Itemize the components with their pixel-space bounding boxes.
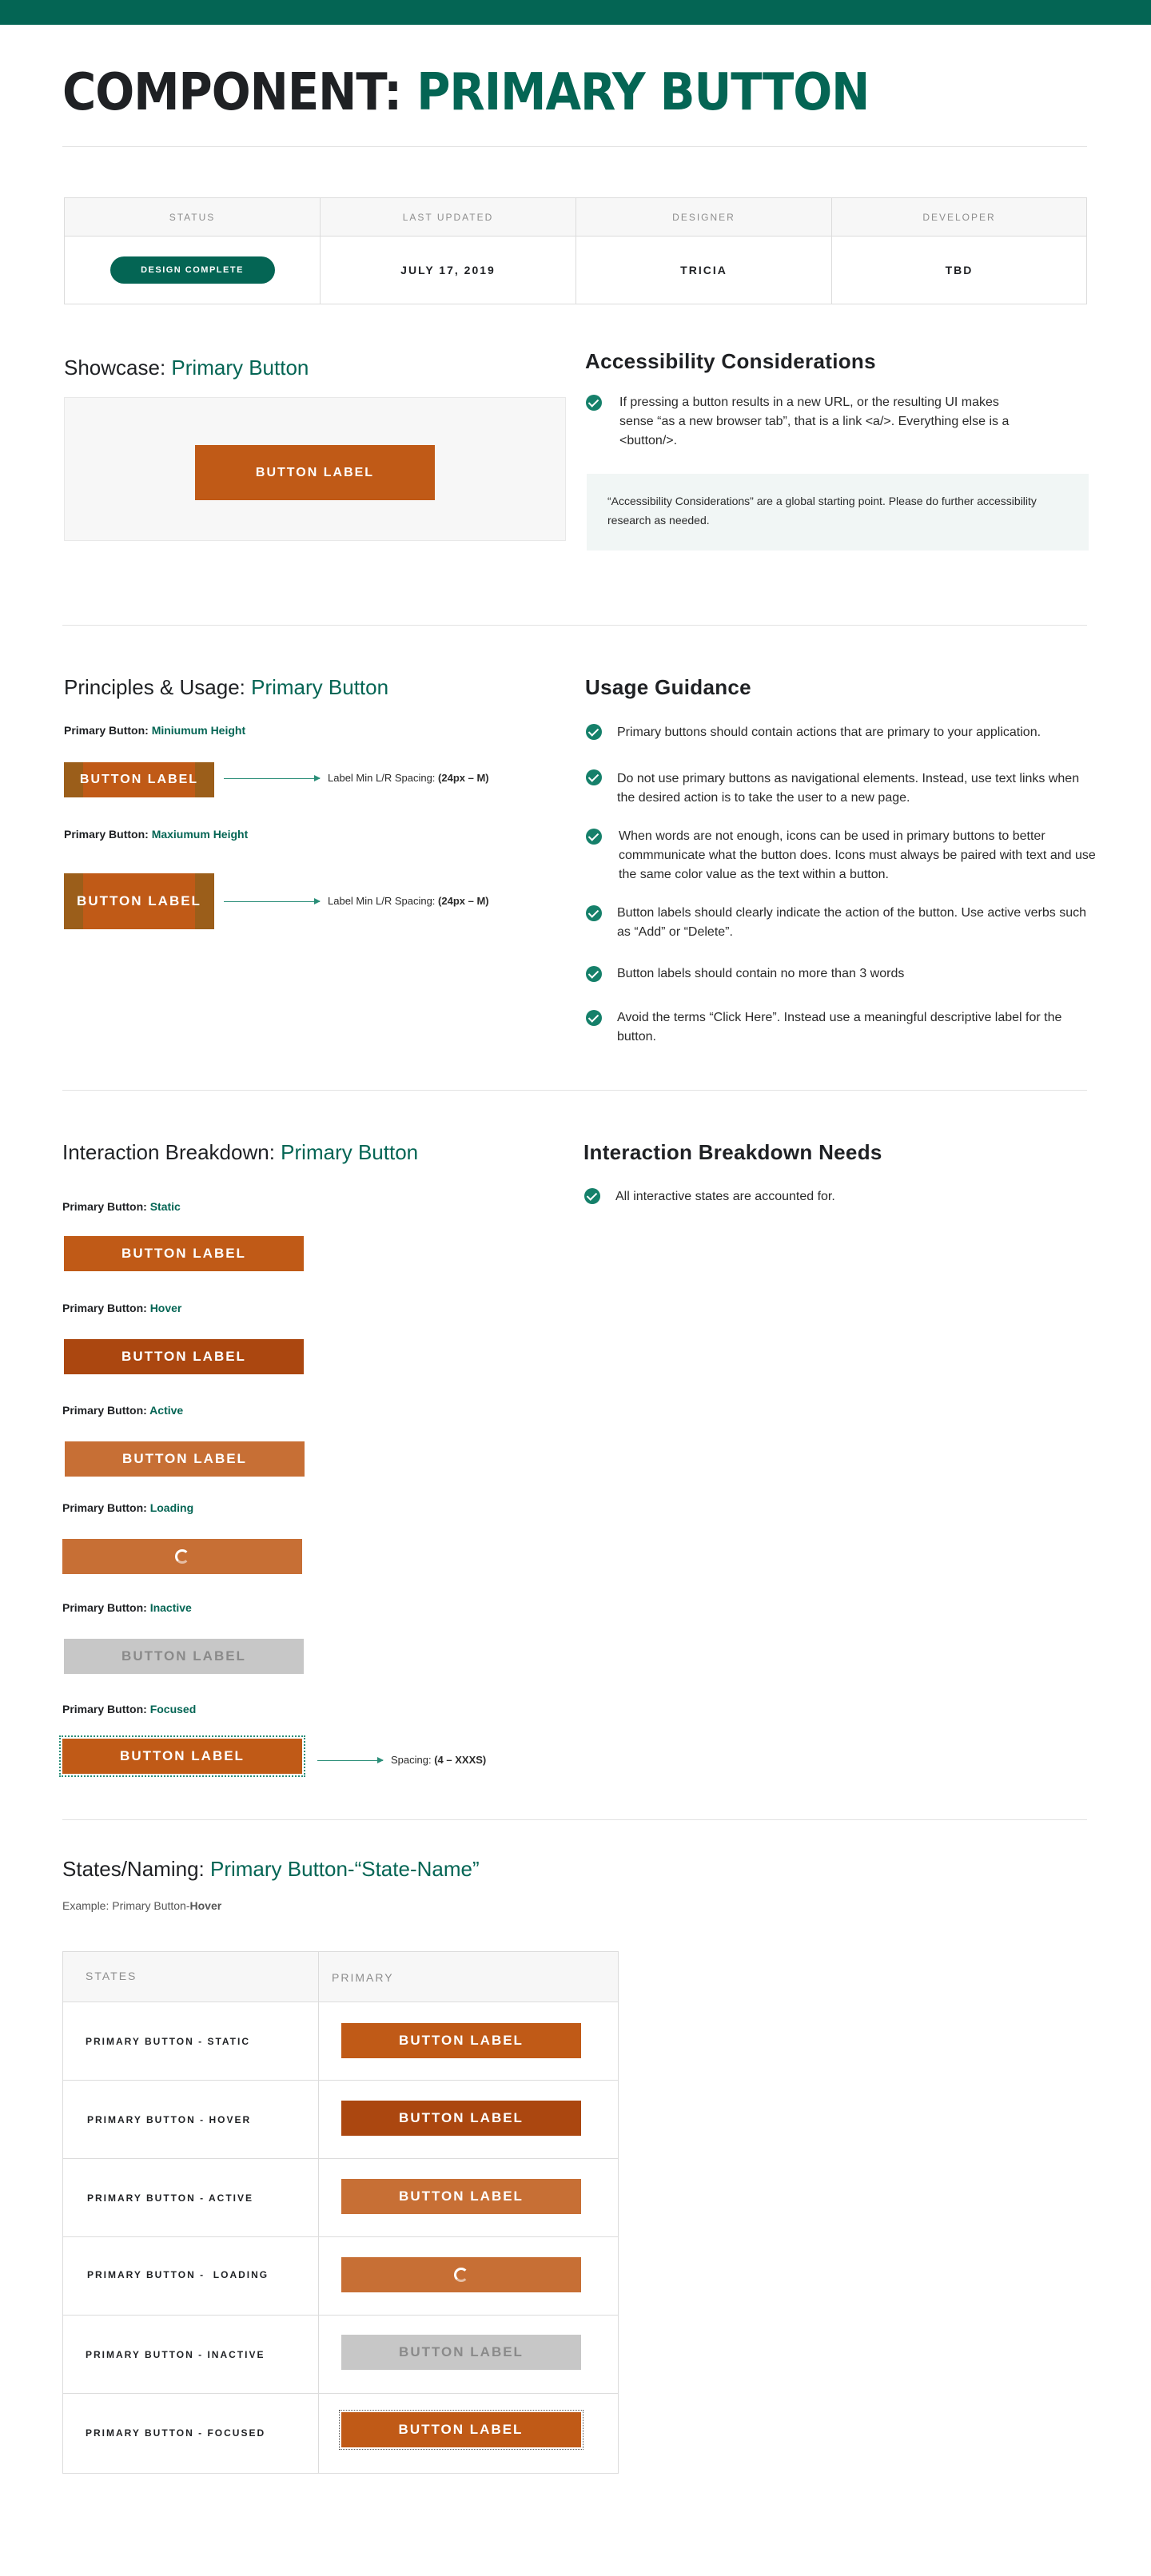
- status-badge: DESIGN COMPLETE: [110, 256, 275, 284]
- table-row: [63, 2394, 618, 2473]
- principles-heading-accent: Primary Button: [251, 675, 389, 699]
- usage-item-6: Avoid the terms “Click Here”. Instead use a meaningful descriptive label for the button.: [617, 1011, 1062, 1044]
- spacing-arrow: [224, 901, 320, 902]
- usage-item-3: When words are not enough, icons can be used in primary buttons to better commmunicate what the button does. Icons must always be paired with text and use the same color value as the text within a button.: [619, 829, 1096, 881]
- table-row: [63, 2002, 618, 2081]
- max-spacing-value: (24px – M): [438, 895, 489, 907]
- state-label-prefix: Primary Button:: [62, 1404, 147, 1417]
- page-title: [62, 62, 869, 123]
- meta-header-last-updated: LAST UPDATED: [321, 198, 576, 237]
- showcase-heading: [64, 356, 309, 380]
- showcase-canvas: [64, 397, 566, 541]
- accessibility-heading: Accessibility Considerations: [585, 349, 876, 373]
- state-label-prefix: Primary Button:: [62, 1302, 147, 1314]
- max-height-label-prefix: Primary Button:: [64, 828, 149, 841]
- min-spacing-annotation: [328, 772, 489, 784]
- max-height-label-accent: Maxiumum Height: [151, 828, 249, 841]
- state-label-name: Focused: [149, 1703, 197, 1715]
- check-icon: [586, 724, 602, 740]
- state-label-prefix: Primary Button:: [62, 1601, 147, 1614]
- max-spacing-annotation: [328, 895, 489, 907]
- spacing-arrow: [224, 778, 320, 779]
- meta-status-cell: [65, 237, 321, 304]
- min-height-button-label: BUTTON LABEL: [79, 773, 199, 786]
- interaction-needs-heading: Interaction Breakdown Needs: [583, 1140, 882, 1164]
- focused-state-button[interactable]: BUTTON LABEL: [62, 1739, 302, 1774]
- state-name-active: PRIMARY BUTTON - ACTIVE: [87, 2192, 254, 2204]
- principles-heading: [64, 675, 388, 700]
- check-icon: [586, 395, 602, 411]
- table-hover-button[interactable]: BUTTON LABEL: [341, 2101, 581, 2136]
- table-row: [63, 2316, 618, 2394]
- state-name-focused: PRIMARY BUTTON - FOCUSED: [86, 2427, 266, 2439]
- naming-example-prefix: Example: Primary Button-: [62, 1899, 190, 1912]
- naming-example-bold: Hover: [189, 1899, 222, 1912]
- usage-guidance-heading: Usage Guidance: [585, 675, 751, 699]
- meta-header-status: STATUS: [65, 198, 321, 237]
- usage-item-4: Button labels should clearly indicate the action of the button. Use active verbs such as “Add” or “Delete”.: [617, 906, 1087, 939]
- table-header-row: [63, 1952, 618, 2002]
- table-focused-button[interactable]: BUTTON LABEL: [341, 2412, 581, 2447]
- table-row: [63, 2237, 618, 2316]
- min-spacing-value: (24px – M): [438, 772, 489, 784]
- meta-header-developer: DEVELOPER: [832, 198, 1086, 237]
- active-state-button[interactable]: BUTTON LABEL: [65, 1441, 305, 1477]
- check-icon: [586, 829, 602, 845]
- loading-spinner-icon: [454, 2268, 468, 2282]
- static-state-button[interactable]: BUTTON LABEL: [64, 1236, 304, 1271]
- check-icon: [586, 1010, 602, 1026]
- naming-heading-prefix: States/Naming:: [62, 1857, 205, 1881]
- meta-developer-value: TBD: [945, 264, 974, 276]
- naming-example: [62, 1899, 221, 1912]
- focus-spacing-value: (4 – XXXS): [434, 1754, 487, 1766]
- component-meta-table: [64, 197, 1087, 304]
- accessibility-note: “Accessibility Considerations” are a global starting point. Please do further accessibility research as needed.: [607, 495, 1037, 527]
- state-label-loading: [62, 1501, 193, 1514]
- max-height-label: [64, 828, 248, 841]
- naming-heading-accent: Primary Button-“State-Name”: [209, 1857, 480, 1881]
- col-header-primary: PRIMARY: [332, 1971, 394, 1984]
- usage-item-1: Primary buttons should contain actions that are primary to your application.: [617, 725, 1041, 739]
- table-active-button[interactable]: BUTTON LABEL: [341, 2179, 581, 2214]
- interaction-heading-accent: Primary Button: [281, 1140, 419, 1164]
- state-label-name: Loading: [149, 1501, 194, 1514]
- table-column-divider: [318, 1952, 319, 2473]
- state-label-name: Active: [149, 1404, 184, 1417]
- focus-ring: [339, 2410, 583, 2450]
- min-height-label-accent: Miniumum Height: [151, 724, 246, 737]
- interaction-heading: [62, 1140, 418, 1165]
- state-label-inactive: [62, 1601, 192, 1614]
- state-label-focused: [62, 1703, 196, 1715]
- focus-spacing-text: Spacing:: [391, 1754, 432, 1766]
- state-label-prefix: Primary Button:: [62, 1501, 147, 1514]
- state-label-hover: [62, 1302, 181, 1314]
- state-label-prefix: Primary Button:: [62, 1200, 147, 1213]
- max-height-button-label: BUTTON LABEL: [77, 893, 201, 908]
- state-name-hover: PRIMARY BUTTON - HOVER: [87, 2114, 252, 2125]
- hover-state-button[interactable]: BUTTON LABEL: [64, 1339, 304, 1374]
- loading-spinner-icon: [175, 1549, 189, 1564]
- check-icon: [586, 966, 602, 982]
- state-label-static: [62, 1200, 181, 1213]
- divider: [62, 146, 1087, 147]
- state-label-active: [62, 1404, 183, 1417]
- meta-last-updated-value: JULY 17, 2019: [321, 237, 576, 304]
- interaction-heading-prefix: Interaction Breakdown:: [62, 1140, 275, 1164]
- divider: [62, 625, 1087, 626]
- inactive-state-button: BUTTON LABEL: [64, 1639, 304, 1674]
- table-row: [63, 2159, 618, 2237]
- min-height-label: [64, 724, 245, 737]
- check-icon: [586, 905, 602, 921]
- showcase-heading-accent: Primary Button: [171, 356, 309, 380]
- min-height-label-prefix: Primary Button:: [64, 724, 149, 737]
- meta-header-designer: DESIGNER: [576, 198, 832, 237]
- focus-spacing-annotation: [391, 1754, 486, 1766]
- state-name-loading: PRIMARY BUTTON - LOADING: [87, 2269, 269, 2280]
- usage-item-5: Button labels should contain no more than 3 words: [617, 967, 905, 980]
- states-naming-table: [62, 1951, 619, 2474]
- state-name-inactive: PRIMARY BUTTON - INACTIVE: [86, 2349, 265, 2360]
- state-label-name: Hover: [149, 1302, 182, 1314]
- max-spacing-text: Label Min L/R Spacing:: [328, 895, 436, 907]
- page-title-prefix: COMPONENT:: [62, 63, 402, 122]
- col-header-states: STATES: [86, 1970, 137, 1982]
- table-loading-button[interactable]: [341, 2257, 581, 2292]
- accessibility-item: [619, 393, 1035, 451]
- table-inactive-button: BUTTON LABEL: [341, 2335, 581, 2370]
- divider: [62, 1090, 1087, 1091]
- divider: [62, 1819, 1087, 1820]
- principles-heading-prefix: Principles & Usage:: [64, 675, 245, 699]
- spacing-arrow: [317, 1760, 383, 1761]
- loading-state-button[interactable]: [62, 1539, 302, 1574]
- state-name-static: PRIMARY BUTTON - STATIC: [86, 2036, 250, 2047]
- accessibility-item-text: If pressing a button results in a new URL, or the resulting UI makes sense “as a new browser tab”, that is a link <a/>. Everything else is a <button/>.: [619, 396, 1010, 447]
- usage-item-2: Do not use primary buttons as navigational elements. Instead, use text links when the desired action is to take the user to a new page.: [617, 772, 1080, 805]
- min-height-button-diagram: [64, 762, 214, 797]
- table-static-button[interactable]: BUTTON LABEL: [341, 2023, 581, 2058]
- focus-ring: [59, 1735, 305, 1777]
- min-spacing-text: Label Min L/R Spacing:: [328, 772, 436, 784]
- table-row: [63, 2081, 618, 2159]
- page-title-accent: PRIMARY BUTTON: [416, 63, 870, 122]
- naming-heading: [62, 1857, 480, 1882]
- check-icon: [586, 769, 602, 785]
- state-label-name: Static: [149, 1200, 181, 1213]
- interaction-needs-item: All interactive states are accounted for.: [615, 1190, 835, 1203]
- check-icon: [584, 1188, 600, 1204]
- max-height-button-diagram: [64, 873, 214, 929]
- showcase-heading-prefix: Showcase:: [64, 356, 166, 380]
- top-brand-bar: [0, 0, 1151, 25]
- accessibility-note-box: [587, 474, 1089, 551]
- showcase-primary-button[interactable]: BUTTON LABEL: [195, 445, 435, 500]
- meta-designer-value: TRICIA: [576, 237, 832, 304]
- state-label-name: Inactive: [149, 1601, 192, 1614]
- state-label-prefix: Primary Button:: [62, 1703, 147, 1715]
